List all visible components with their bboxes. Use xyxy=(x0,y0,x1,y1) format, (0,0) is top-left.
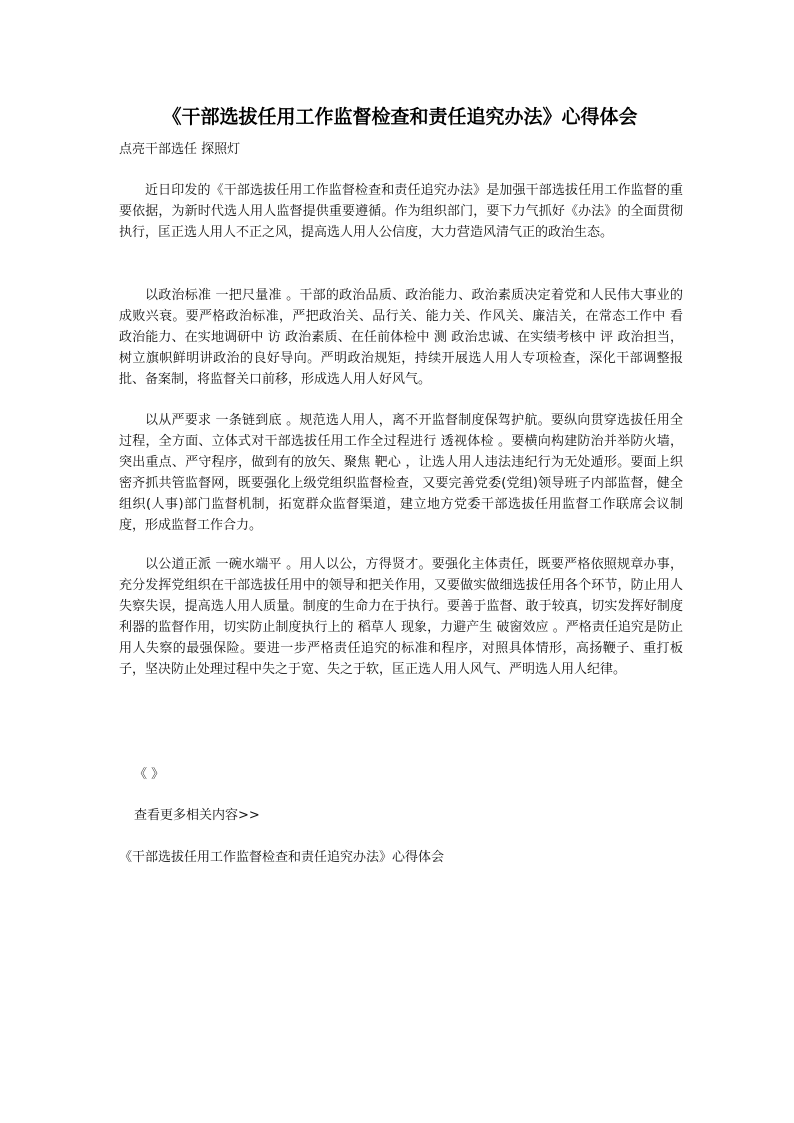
document-title: 《干部选拔任用工作监督检查和责任追究办法》心得体会 xyxy=(162,106,638,128)
more-related-link[interactable]: 查看更多相关内容>> xyxy=(134,808,260,823)
body-paragraph: 以公道正派 一碗水端平 。用人以公，方得贤才。要强化主体责任，既要严格依照规章办事，充分发挥党组织在干部选拔任用中的领导和把关作用，又要做实做细选拔任用各个环节，防止用人失察失误，提高选人用人质量。制度的生命力在于执行。要善于监督、敢于较真，切实发挥好制度利器的监督作用，切实防止制度执行上的 稻草人 现象，力避产生 破窗效应 。严格责任追究是防止用人失察的最强保险。要进一步严格责任追究的标准和程序，对照具体情形，高扬鞭子、重打板子，坚决防止处理过程中失之于宽、失之于软，匡正选人用人风气、严明选人用人纪律。 xyxy=(119,557,683,677)
body-paragraph: 近日印发的《干部选拔任用工作监督检查和责任追究办法》是加强干部选拔任用工作监督的重要依据，为新时代选人用人监督提供重要遵循。作为组织部门，要下力气抓好《办法》的全面贯彻执行，匡正选人用人不正之风，提高选人用人公信度，大力营造风清气正的政治生态。 xyxy=(119,183,683,240)
document-subtitle: 点亮干部选任 探照灯 xyxy=(119,142,241,157)
empty-brackets: 《 》 xyxy=(134,767,165,782)
body-paragraph: 以政治标准 一把尺量准 。干部的政治品质、政治能力、政治素质决定着党和人民伟大事业的成败兴衰。要严格政治标准，严把政治关、品行关、能力关、作风关、廉洁关，在常态工作中 看 政治能力、在实地调研中 访 政治素质、在任前体检中 测 政治忠诚、在实绩考核中 评 政治担当，树立旗帜鲜明讲政治的良好导向。严明政治规矩，持续开展选人用人专项检查，深化干部调整报批、备案制，将监督关口前移，形成选人用人好风气。 xyxy=(119,288,683,387)
related-article-title[interactable]: 《干部选拔任用工作监督检查和责任追究办法》心得体会 xyxy=(119,850,445,865)
body-paragraph: 以从严要求 一条链到底 。规范选人用人，离不开监督制度保驾护航。要纵向贯穿选拔任用全过程，全方面、立体式对干部选拔任用工作全过程进行 透视体检 。要横向构建防治并举防火墙，突出重点、严守程序，做到有的放矢、聚焦 靶心 ，让选人用人违法违纪行为无处遁形。要面上织密齐抓共管监督网，既要强化上级党组织监督检查，又要完善党委(党组)领导班子内部监督，健全组织(人事)部门监督机制，拓宽群众监督渠道，建立地方党委干部选拔任用监督工作联席会议制度，形成监督工作合力。 xyxy=(119,413,683,533)
